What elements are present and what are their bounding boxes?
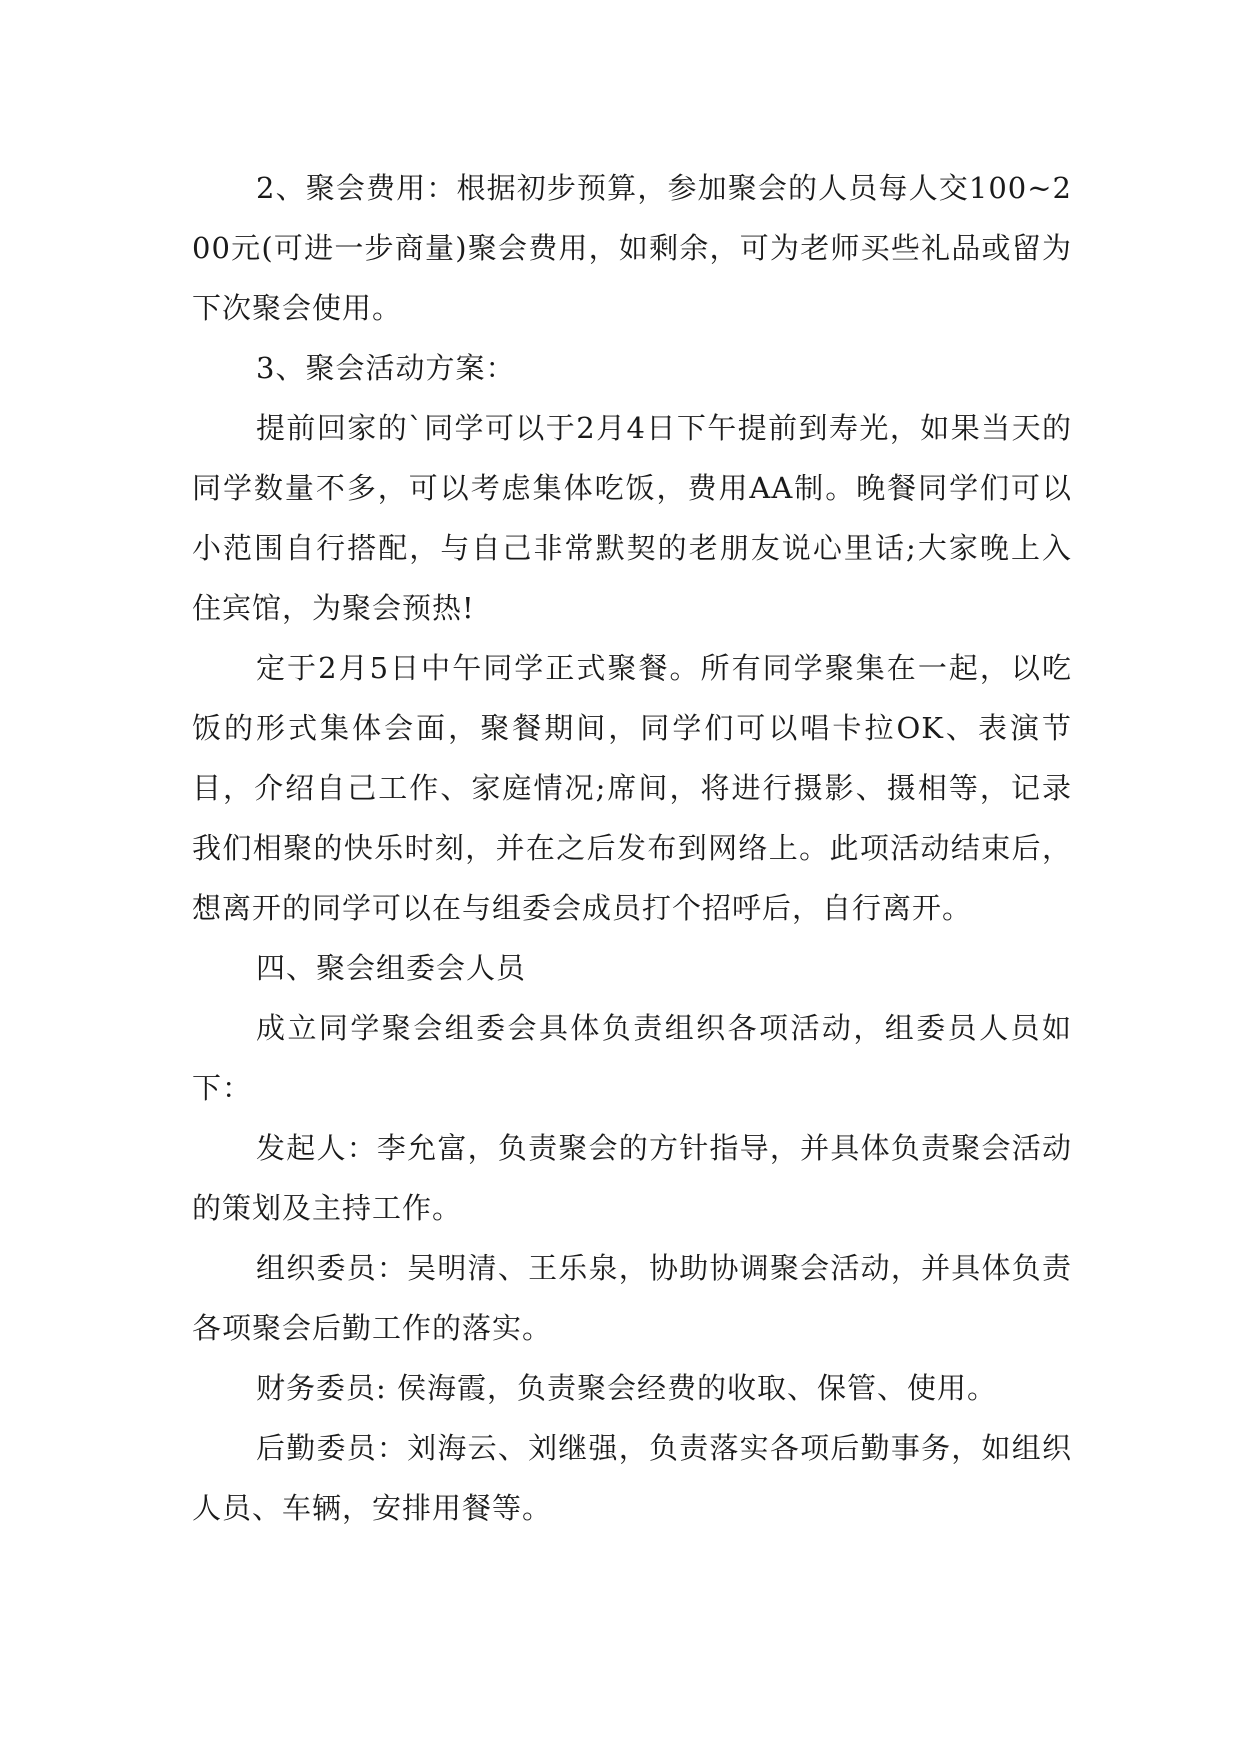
section-heading-committee: 四、聚会组委会人员 [256, 951, 527, 985]
paragraph-logistics: 后勤委员：刘海云、刘继强，负责落实各项后勤事务，如组织人员、车辆，安排用餐等。 [192, 1431, 1072, 1525]
paragraph-fee: 2、聚会费用：根据初步预算，参加聚会的人员每人交100~200元(可进一步商量)聚会费用，如剩余，可为老师买些礼品或留为下次聚会使用。 [192, 171, 1072, 325]
paragraph-organizers: 组织委员：吴明清、王乐泉，协助协调聚会活动，并具体负责各项聚会后勤工作的落实。 [192, 1251, 1072, 1345]
paragraph-finance: 财务委员: 侯海霞，负责聚会经费的收取、保管、使用。 [256, 1371, 997, 1405]
paragraph-committee-intro: 成立同学聚会组委会具体负责组织各项活动，组委员人员如下： [192, 1011, 1072, 1105]
paragraph-arrival: 提前回家的`同学可以于2月4日下午提前到寿光，如果当天的同学数量不多，可以考虑集体吃饭，费用AA制。晚餐同学们可以小范围自行搭配，与自己非常默契的老朋友说心里话;大家晚上入住宾馆，为聚会预热! [192, 411, 1072, 625]
document-body [192, 158, 1072, 1538]
paragraph-main-dinner: 定于2月5日中午同学正式聚餐。所有同学聚集在一起，以吃饭的形式集体会面，聚餐期间，同学们可以唱卡拉OK、表演节目，介绍自己工作、家庭情况;席间，将进行摄影、摄相等，记录我们相聚的快乐时刻，并在之后发布到网络上。此项活动结束后，想离开的同学可以在与组委会成员打个招呼后，自行离开。 [192, 651, 1072, 925]
paragraph-initiator: 发起人：李允富，负责聚会的方针指导，并具体负责聚会活动的策划及主持工作。 [192, 1131, 1072, 1225]
paragraph-activity-heading: 3、聚会活动方案： [256, 351, 516, 385]
